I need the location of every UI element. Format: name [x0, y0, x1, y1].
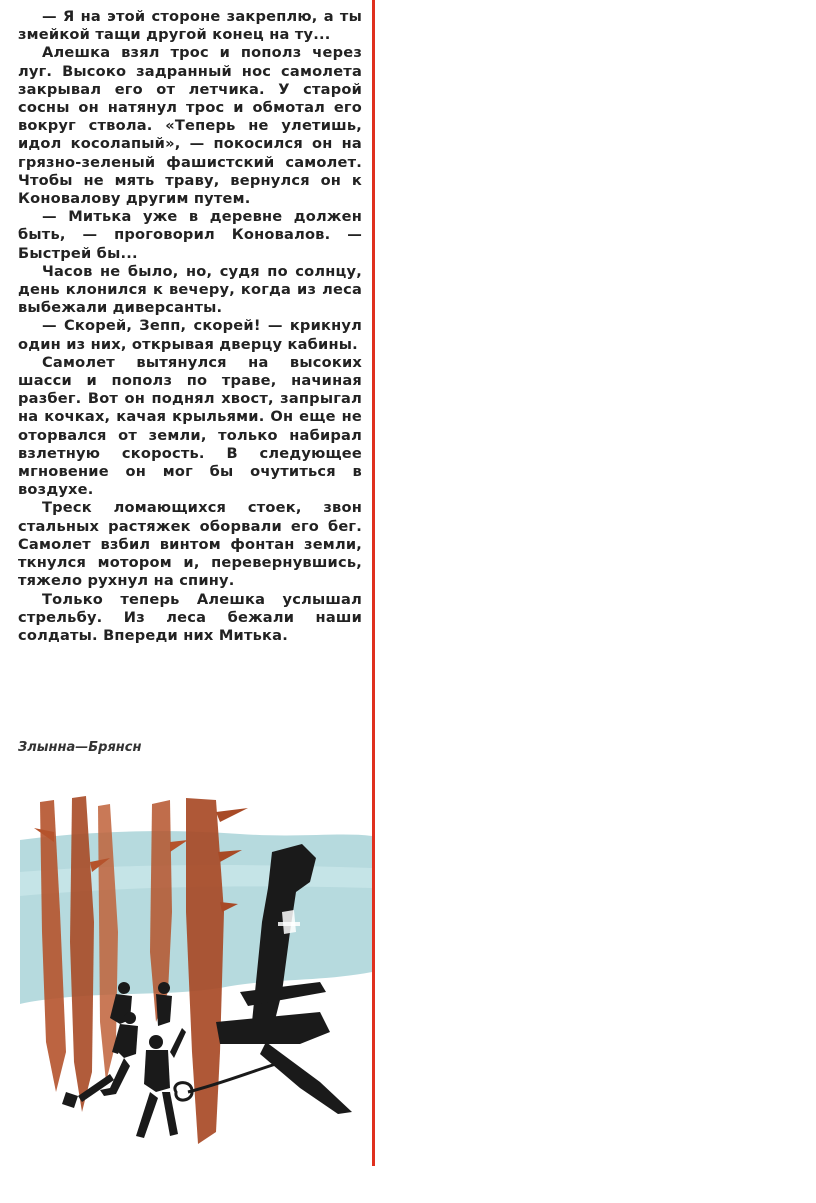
paragraph: — Митька уже в деревне должен быть, — проговорил Коновалов. — Быстрей бы...: [18, 208, 362, 262]
paragraph: Часов не было, но, судя по солнцу, день клонился к вечеру, когда из леса выбежали диверсанты.: [18, 262, 362, 317]
paragraph: Только теперь Алешка услышал стрельбу. Из леса бежали наши солдаты. Впереди них Митька.: [18, 590, 362, 644]
paragraph: Алешка взял трос и пополз через луг. Высоко задранный нос самолета закрывал его от летчика. У старой сосны он натянул трос и обмотал его вокруг ствола. «Теперь не улетишь, идол косолапый», — покосился он на грязно-зеленый фашистский самолет. Чтобы не мять траву, вернулся он к Коновалову другим путем.: [18, 44, 362, 208]
paragraph: Треск ломающихся стоек, звон стальных растяжек оборвали его бег. Самолет взбил винтом фонтан земли, ткнулся мотором и, перевернувшись, тяжело рухнул на спину.: [18, 499, 362, 590]
article-text: [18, 8, 362, 645]
red-margin-rule: [372, 0, 375, 1166]
paragraph: Самолет вытянулся на высоких шасси и пополз по траве, начиная разбег. Вот он поднял хвост, запрыгал на кочках, качая крыльями. Он еще не оторвался от земли, только набирал взлетную скорость. В следующее мгновение он мог бы очутиться в воздухе.: [18, 353, 362, 499]
paragraph: — Я на этой стороне закреплю, а ты змейкой тащи другой конец на ту...: [18, 8, 362, 44]
paragraph: — Скорей, Зепп, скорей! — крикнул один из них, открывая дверцу кабины.: [18, 317, 362, 353]
place-signature: Злынна—Брянсн: [18, 740, 142, 755]
forest-crash-illustration: [20, 792, 372, 1164]
